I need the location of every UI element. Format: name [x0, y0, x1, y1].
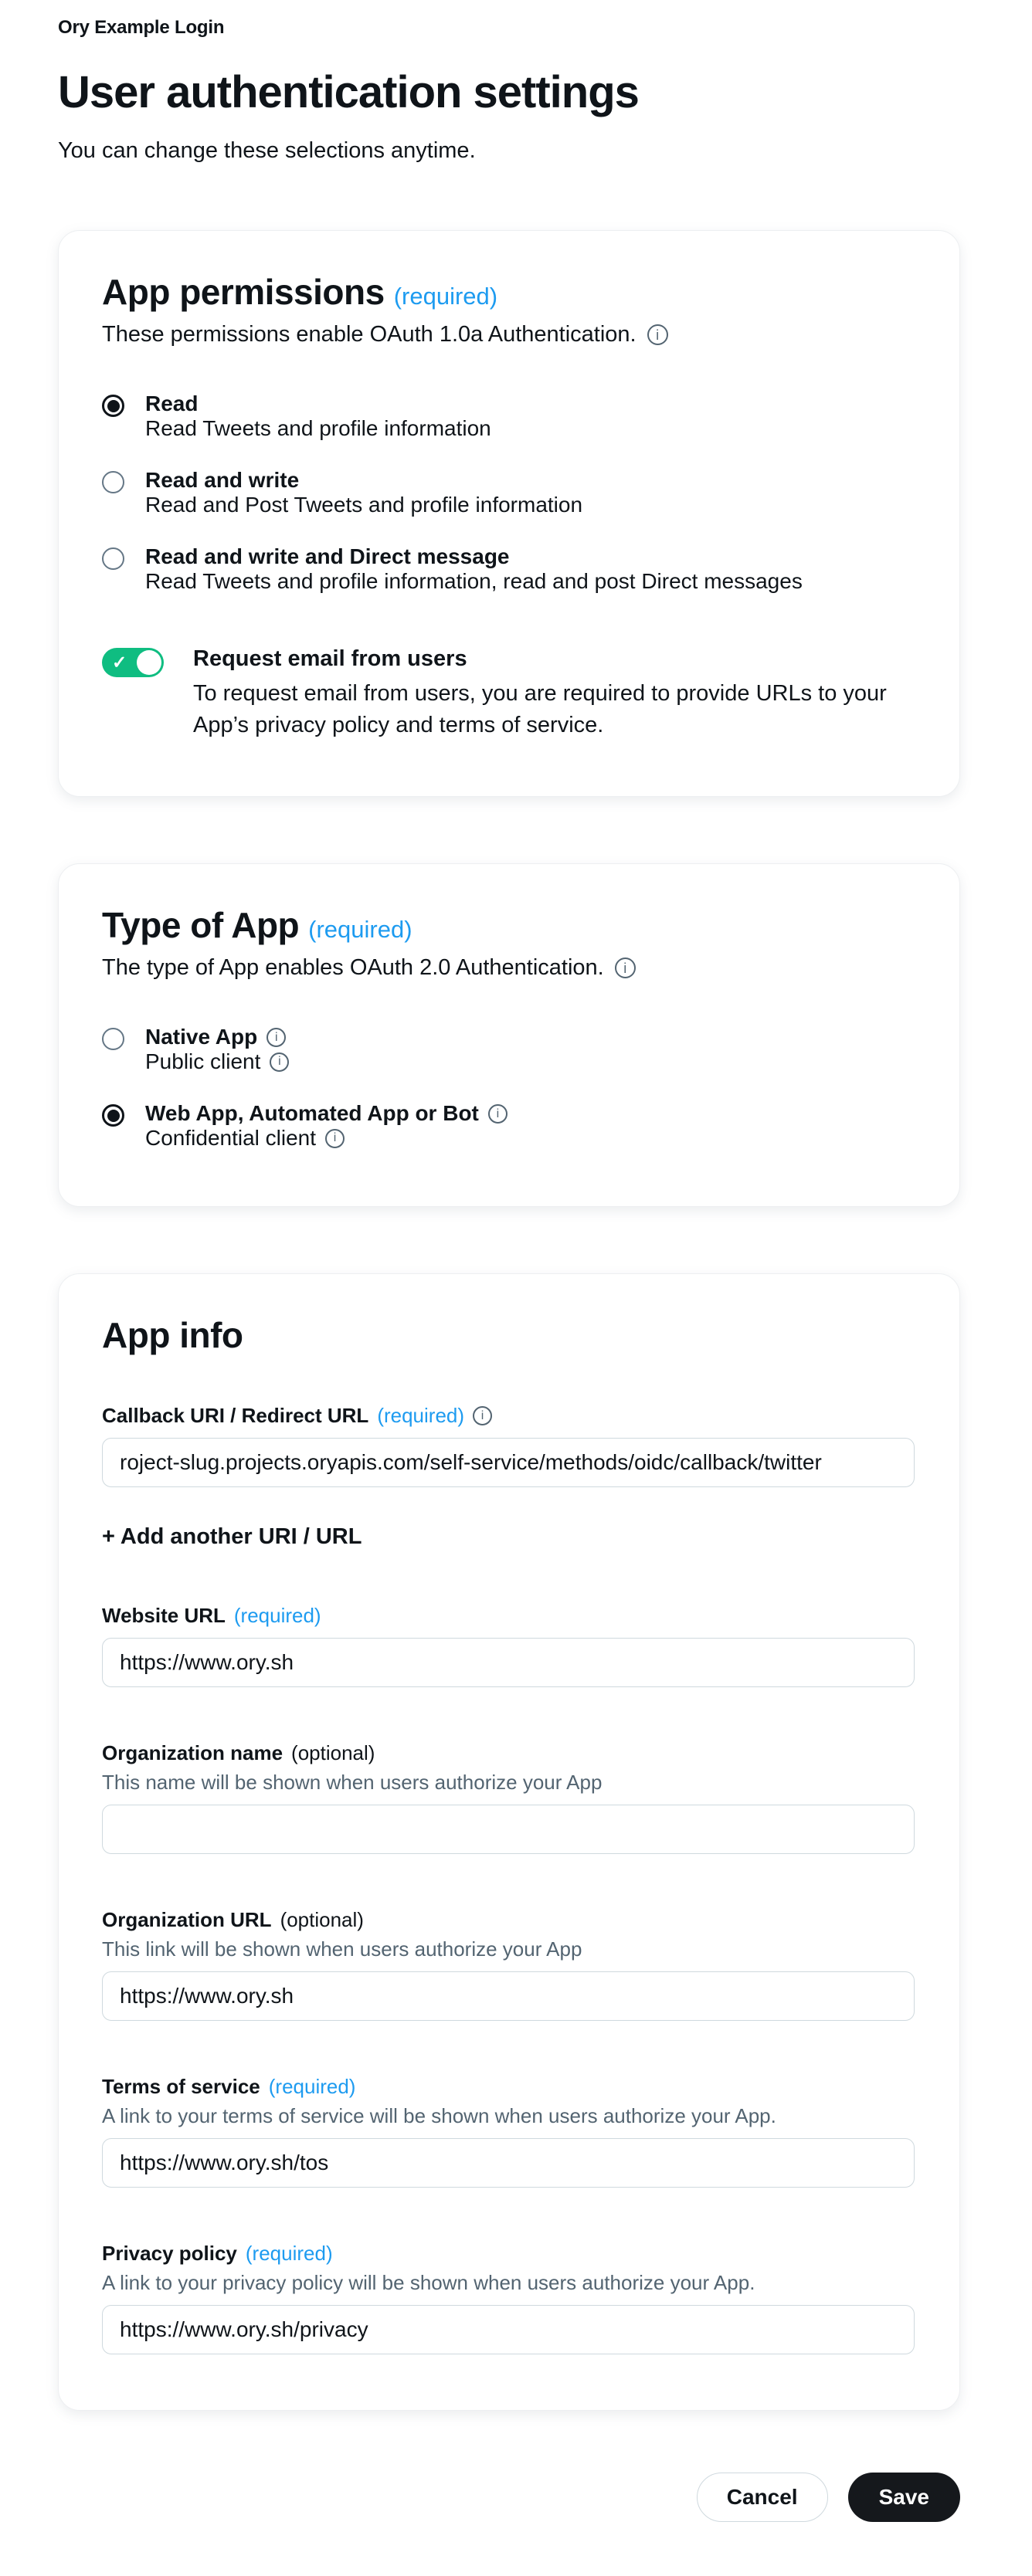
radio-icon[interactable]	[102, 471, 124, 493]
website-url-label: Website URL	[102, 1604, 226, 1628]
toggle-knob	[137, 650, 161, 675]
type-of-app-description	[102, 955, 915, 981]
check-icon: ✓	[112, 652, 127, 673]
page-subtitle: You can change these selections anytime.	[58, 138, 476, 163]
radio-option-description: Read Tweets and profile information, read and post Direct messages	[145, 568, 803, 593]
organization-name-label: Organization name	[102, 1741, 283, 1765]
callback-url-field	[102, 1404, 915, 1487]
save-button[interactable]: Save	[848, 2473, 960, 2522]
organization-name-field	[102, 1741, 915, 1854]
callback-url-input[interactable]	[102, 1438, 915, 1487]
privacy-policy-input[interactable]	[102, 2305, 915, 2354]
terms-of-service-label: Terms of service	[102, 2075, 260, 2099]
organization-url-label: Organization URL	[102, 1908, 272, 1932]
required-badge: (required)	[308, 916, 412, 944]
radio-option-label: Read and write and Direct message	[145, 544, 510, 568]
radio-option-description: Read Tweets and profile information	[145, 415, 491, 440]
request-email-row	[102, 646, 915, 741]
radio-option-sublabel: Confidential client	[145, 1125, 317, 1150]
permissions-radio-group	[102, 392, 915, 594]
type-of-app-radio-group	[102, 1025, 915, 1151]
terms-of-service-input[interactable]	[102, 2138, 915, 2188]
organization-url-input[interactable]	[102, 1971, 915, 2021]
info-icon[interactable]: i	[473, 1406, 492, 1425]
terms-of-service-help: A link to your terms of service will be shown when users authorize your App.	[102, 2104, 776, 2128]
type-of-app-title-text: Type of App	[102, 905, 300, 946]
type-of-app-title	[102, 904, 915, 946]
required-badge: (required)	[233, 1604, 321, 1628]
radio-icon[interactable]	[102, 395, 124, 417]
radio-option-label: Read and write	[145, 467, 300, 492]
radio-option-read-write[interactable]	[102, 469, 915, 517]
organization-name-input[interactable]	[102, 1805, 915, 1854]
app-info-card	[58, 1273, 960, 2411]
required-badge: (required)	[393, 283, 498, 310]
privacy-policy-help: A link to your privacy policy will be shown when users authorize your App.	[102, 2271, 755, 2295]
radio-option-native-app[interactable]	[102, 1025, 915, 1074]
info-icon[interactable]: i	[647, 324, 668, 345]
terms-of-service-field	[102, 2075, 915, 2188]
add-uri-button[interactable]: + Add another URI / URL	[102, 1524, 362, 1550]
cancel-button[interactable]: Cancel	[697, 2473, 828, 2522]
info-icon[interactable]: i	[266, 1028, 286, 1047]
privacy-policy-field	[102, 2242, 915, 2354]
optional-badge: (optional)	[280, 1908, 364, 1932]
organization-url-field	[102, 1908, 915, 2021]
radio-option-label: Native App	[145, 1025, 258, 1049]
app-permissions-title-text: App permissions	[102, 272, 385, 312]
page-title: User authentication settings	[58, 67, 639, 117]
radio-option-read[interactable]	[102, 392, 915, 441]
radio-option-web-app[interactable]	[102, 1102, 915, 1151]
required-badge: (required)	[245, 2242, 333, 2266]
website-url-input[interactable]	[102, 1638, 915, 1687]
app-permissions-card	[58, 230, 960, 797]
app-permissions-description	[102, 322, 915, 347]
radio-icon[interactable]	[102, 1104, 124, 1127]
callback-url-label: Callback URI / Redirect URL	[102, 1404, 369, 1428]
organization-url-help: This link will be shown when users authorize your App	[102, 1937, 582, 1961]
optional-badge: (optional)	[291, 1741, 375, 1765]
request-email-description: To request email from users, you are required to provide URLs to your App’s privacy policy and terms of service.	[193, 680, 887, 737]
privacy-policy-label: Privacy policy	[102, 2242, 237, 2266]
info-icon[interactable]: i	[488, 1104, 508, 1124]
info-icon[interactable]: i	[615, 958, 636, 978]
required-badge: (required)	[377, 1404, 465, 1428]
radio-option-label: Web App, Automated App or Bot	[145, 1101, 479, 1126]
website-url-field	[102, 1604, 915, 1687]
app-permissions-title	[102, 271, 915, 313]
info-icon[interactable]: i	[325, 1129, 345, 1148]
radio-option-read-write-dm[interactable]	[102, 545, 915, 594]
radio-icon[interactable]	[102, 547, 124, 570]
app-permissions-description-text: These permissions enable OAuth 1.0a Authentication.	[102, 322, 637, 347]
radio-icon[interactable]	[102, 1028, 124, 1050]
radio-option-label: Read	[145, 391, 199, 415]
request-email-label: Request email from users	[193, 646, 467, 671]
organization-name-help: This name will be shown when users authorize your App	[102, 1771, 603, 1795]
radio-option-sublabel: Public client	[145, 1049, 261, 1073]
request-email-toggle[interactable]	[102, 648, 164, 677]
radio-option-description: Read and Post Tweets and profile information	[145, 492, 583, 517]
app-info-title: App info	[102, 1315, 243, 1356]
required-badge: (required)	[268, 2075, 356, 2099]
info-icon[interactable]: i	[270, 1052, 289, 1072]
footer-actions	[58, 2473, 960, 2522]
type-of-app-card	[58, 863, 960, 1207]
type-of-app-description-text: The type of App enables OAuth 2.0 Authentication.	[102, 955, 604, 981]
app-title: Ory Example Login	[58, 17, 225, 38]
